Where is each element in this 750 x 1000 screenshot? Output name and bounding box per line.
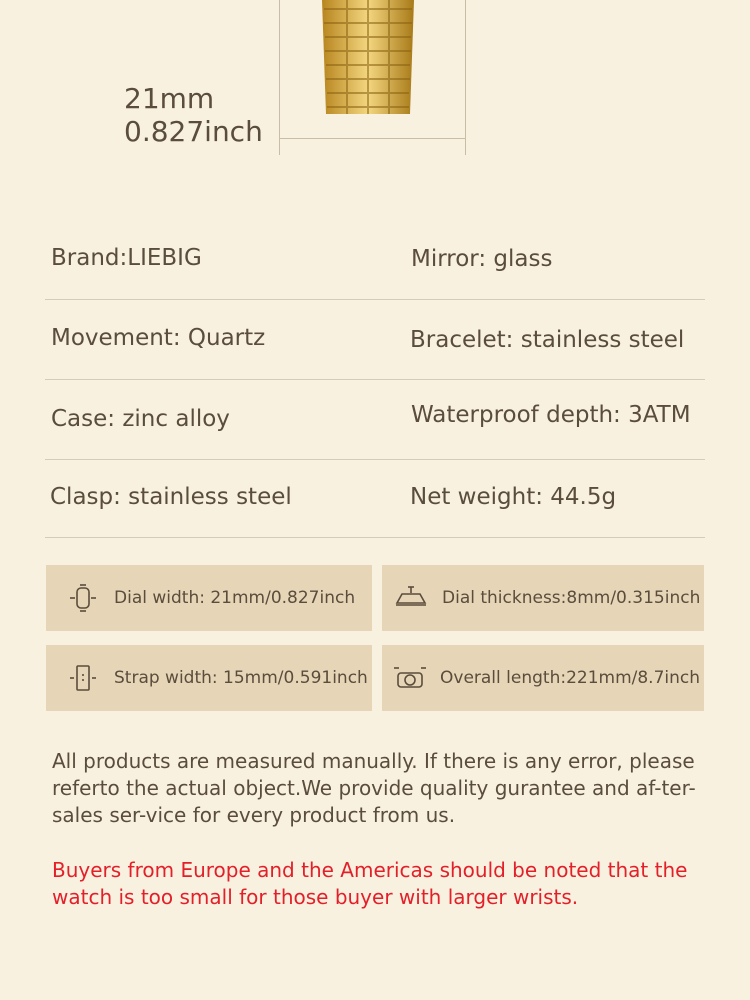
overall-length-label: Overall length:221mm/8.7inch — [440, 668, 701, 688]
spec-row — [45, 299, 705, 380]
product-image-area — [0, 0, 750, 160]
spec-clasp: Clasp: stainless steel — [50, 484, 292, 510]
measurement-card-overall-length — [382, 645, 704, 711]
spec-waterproof: Waterproof depth: 3ATM — [411, 402, 691, 428]
measurement-note: All products are measured manually. If there is any error, please referto the actual object.We provide quality gurantee and af-ter-sales ser-vice for every product from us. — [52, 749, 696, 827]
size-warning: Buyers from Europe and the Americas should be noted that the watch is too small for those buyer with larger wrists. — [52, 858, 688, 909]
overall-length-icon — [392, 663, 428, 693]
watch-face-icon — [68, 583, 98, 613]
spec-net-weight: Net weight: 44.5g — [410, 484, 617, 510]
watch-side-icon — [394, 583, 428, 613]
dial-width-label: Dial width: 21mm/0.827inch — [114, 588, 356, 608]
spec-row — [45, 459, 705, 538]
dial-thickness-label: Dial thickness:8mm/0.315inch — [442, 588, 701, 608]
spec-row — [45, 219, 705, 300]
strap-width-label: Strap width: 15mm/0.591inch — [114, 668, 368, 688]
measurement-card-dial-width — [46, 565, 372, 631]
measurement-card-strap-width — [46, 645, 372, 711]
spec-row — [45, 379, 705, 460]
measurement-card-dial-thickness — [382, 565, 704, 631]
dimension-inch: 0.827inch — [124, 115, 263, 148]
watch-bracelet-image — [320, 0, 416, 114]
spec-brand: Brand:LIEBIG — [51, 245, 202, 271]
spec-mirror: Mirror: glass — [411, 246, 553, 272]
strap-width-icon — [68, 663, 98, 693]
dimension-mm: 21mm — [124, 82, 215, 115]
spec-movement: Movement: Quartz — [51, 325, 266, 351]
spec-case: Case: zinc alloy — [51, 406, 230, 432]
spec-bracelet: Bracelet: stainless steel — [410, 327, 685, 353]
